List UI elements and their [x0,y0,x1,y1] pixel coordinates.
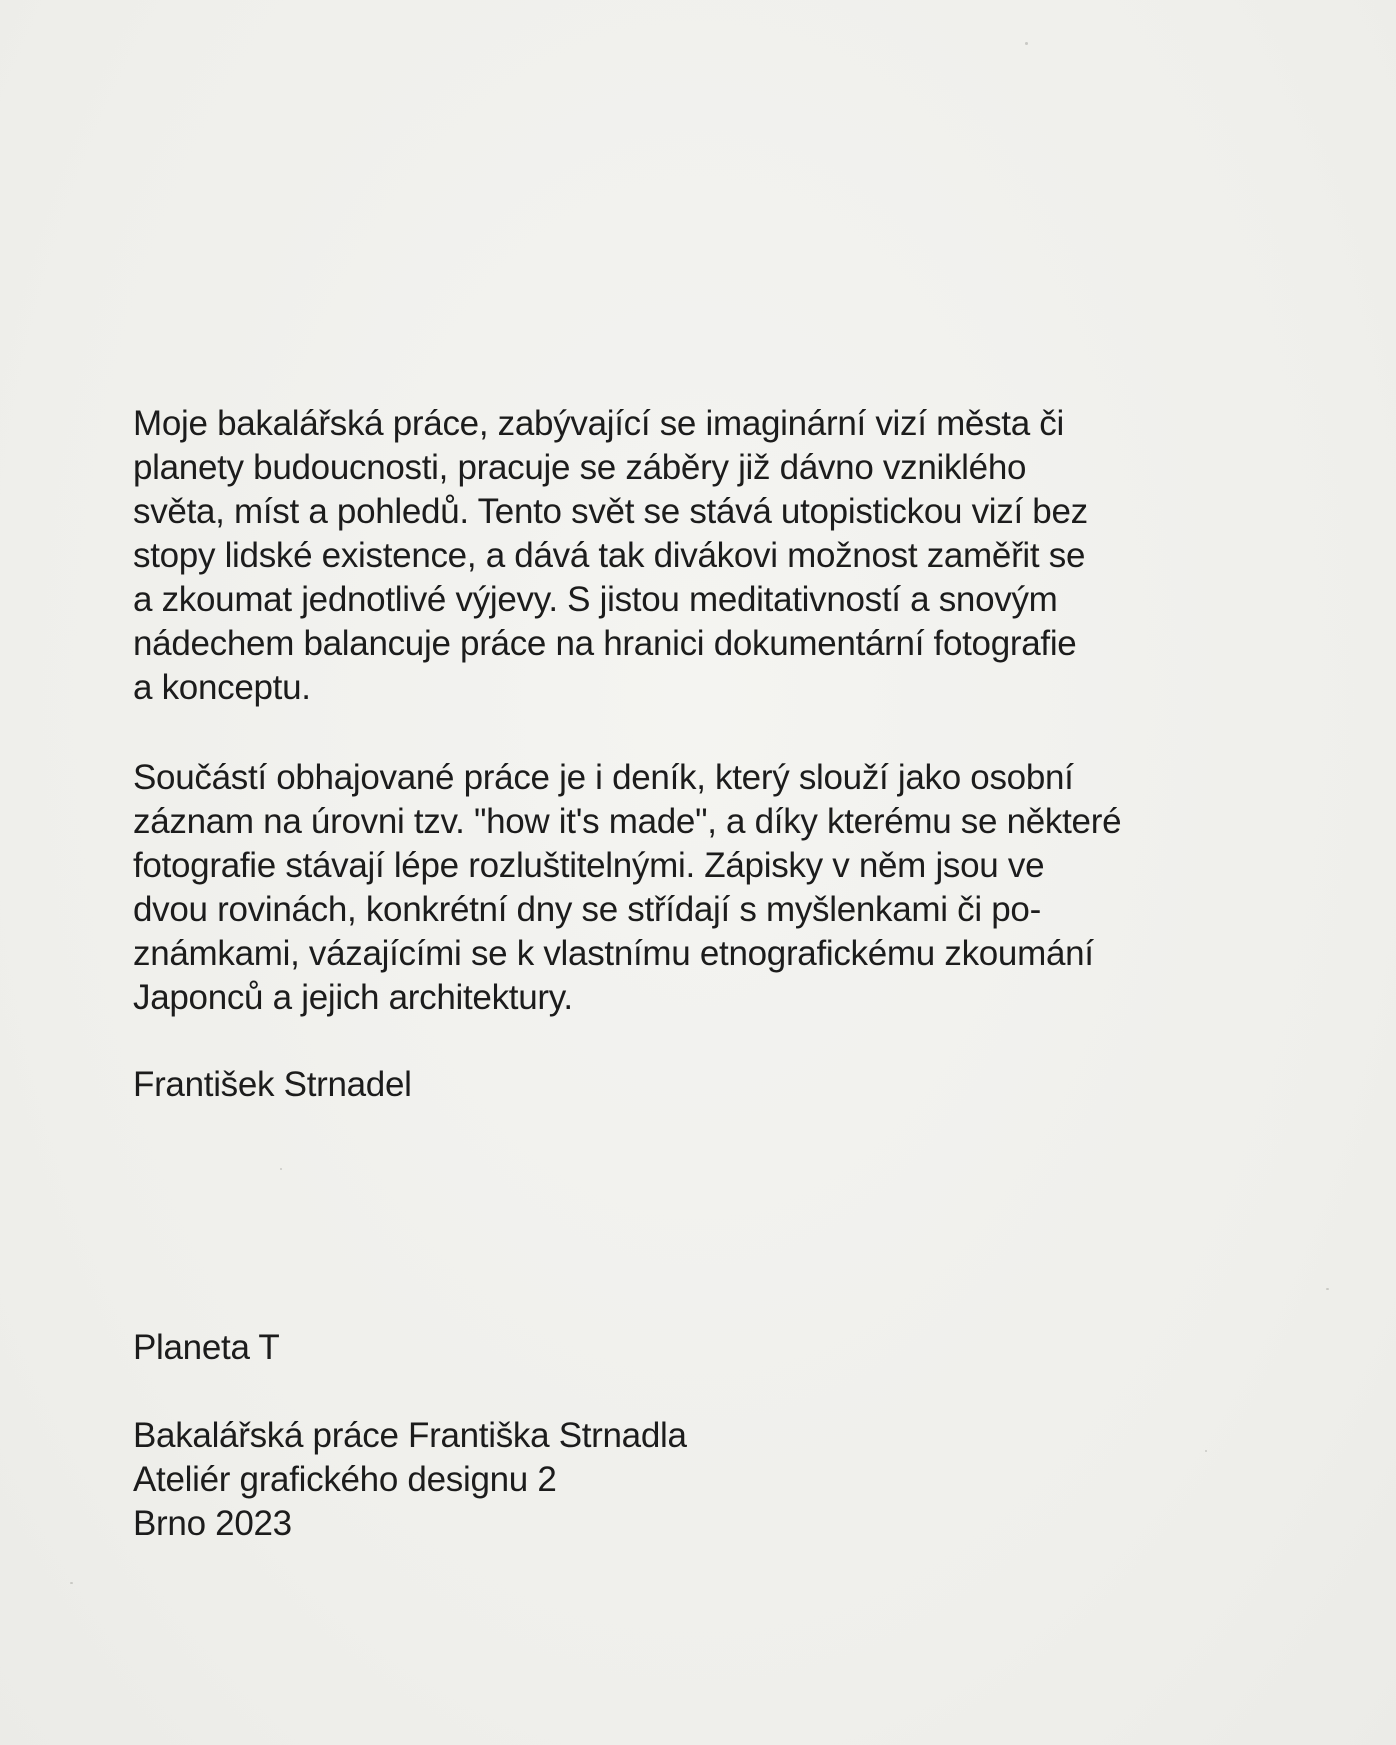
paragraph-line: nádechem balancuje práce na hranici dokumentární fotografie [133,624,1077,663]
paragraph-line: Moje bakalářská práce, zabývající se imaginární vizí města či [133,404,1064,443]
paragraph-line: dvou rovinách, konkrétní dny se střídají s myšlenkami či po- [133,890,1041,929]
paragraph-line: fotografie stávají lépe rozluštitelnými. Zápisky v něm jsou ve [133,846,1045,885]
work-title-text: Planeta T [133,1328,280,1367]
paragraph-line: známkami, vázajícími se k vlastnímu etnografickému zkoumání [133,934,1094,973]
colophon-place-year: Brno 2023 [133,1504,292,1543]
author-name: František Strnadel [133,1065,412,1104]
paragraph-line: a zkoumat jednotlivé výjevy. S jistou meditativností a snovým [133,580,1058,619]
intro-paragraph [133,402,1263,710]
paragraph-line: planety budoucnosti, pracuje se záběry již dávno vzniklého [133,448,1027,487]
colophon-studio: Ateliér grafického designu 2 [133,1460,557,1499]
diary-paragraph [133,756,1263,1020]
paragraph-line: stopy lidské existence, a dává tak divákovi možnost zaměřit se [133,536,1086,575]
work-title [133,1326,1263,1370]
paragraph-line: záznam na úrovni tzv. "how it's made", a díky kterému se některé [133,802,1122,841]
paragraph-line: světa, míst a pohledů. Tento svět se stává utopistickou vizí bez [133,492,1088,531]
paragraph-line: Součástí obhajované práce je i deník, který slouží jako osobní [133,758,1074,797]
paragraph-line: Japonců a jejich architektury. [133,978,573,1017]
author-signature [133,1063,1263,1107]
paragraph-line: a konceptu. [133,668,311,707]
paper-speck [70,1582,73,1584]
paper-speck [1326,1288,1329,1290]
paper-speck [280,1168,282,1170]
colophon-thesis: Bakalářská práce Františka Strnadla [133,1416,687,1455]
paper-speck [1025,42,1028,45]
colophon [133,1414,1263,1546]
